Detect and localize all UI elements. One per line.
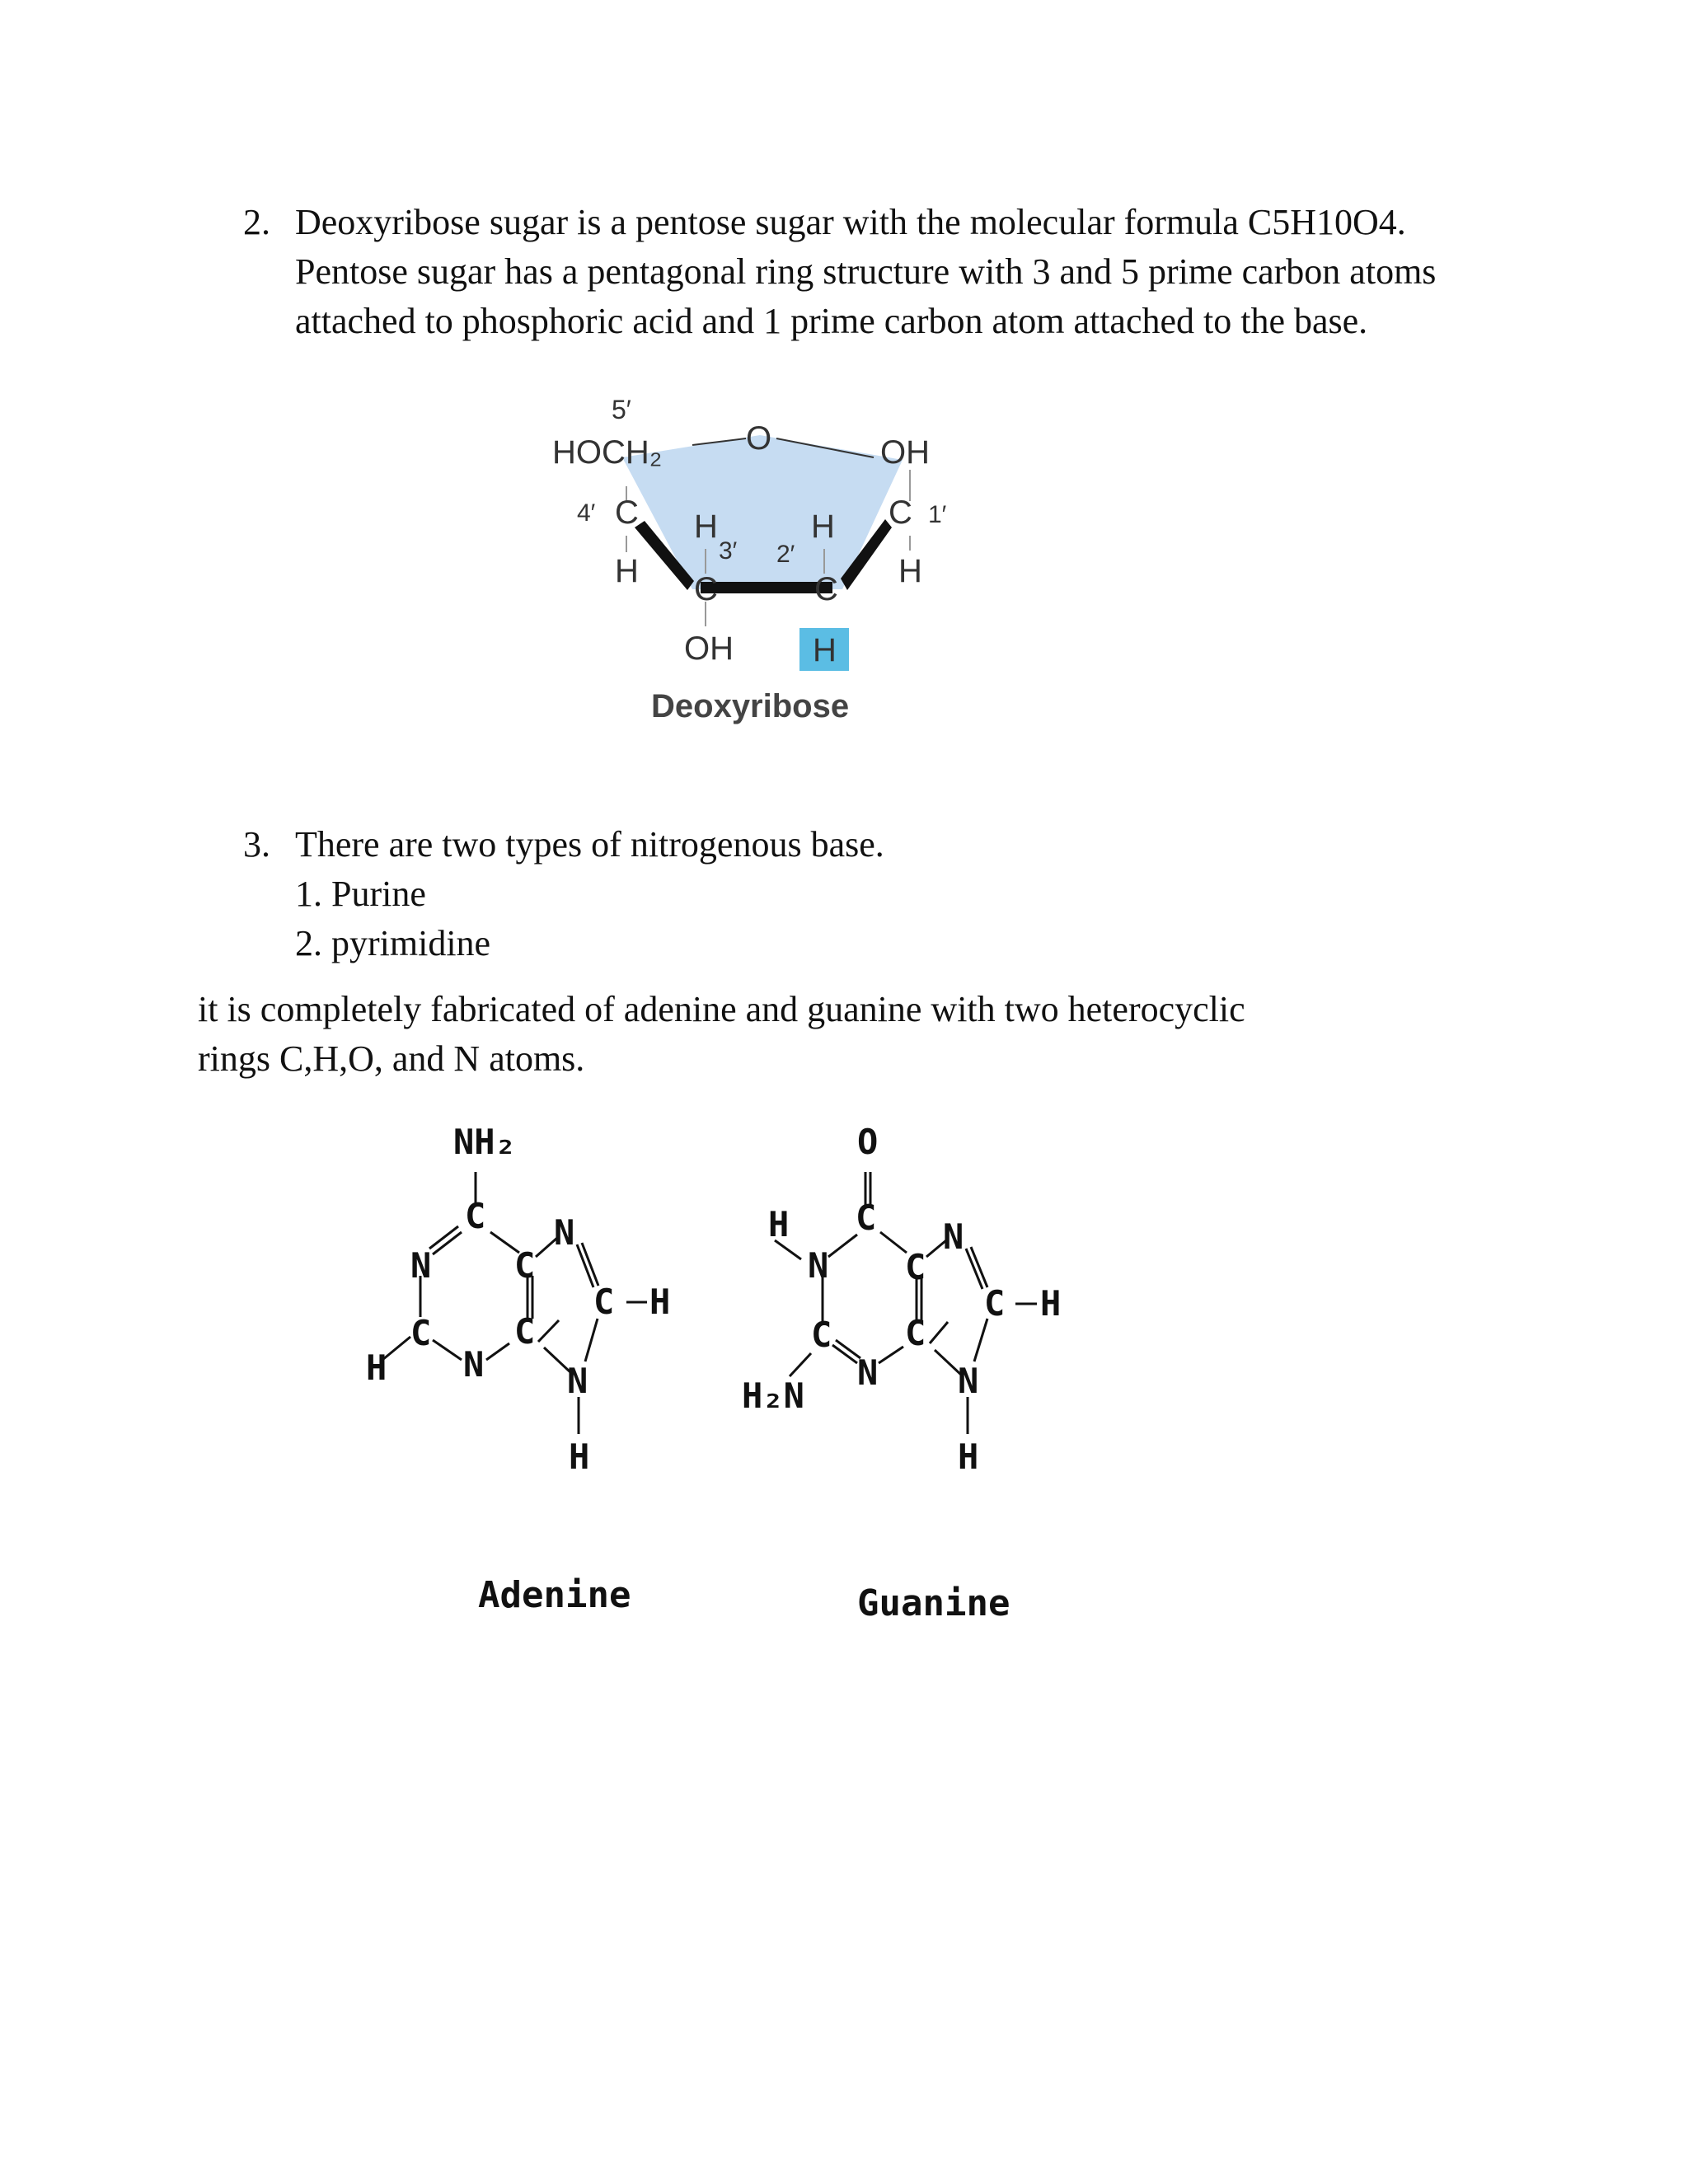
guanine-o6: O <box>857 1122 879 1162</box>
guanine-n3: N <box>857 1352 879 1393</box>
adenine-c5: C <box>514 1245 536 1286</box>
adenine-c4: C <box>514 1311 536 1352</box>
guanine-h1: H <box>768 1204 790 1244</box>
guanine-n7: N <box>943 1216 964 1257</box>
h-highlighted: H <box>813 632 837 668</box>
guanine-c6: C <box>856 1197 877 1238</box>
guanine-n9: N <box>958 1361 979 1401</box>
guanine-name: Guanine <box>857 1582 1010 1624</box>
h-c2-top: H <box>811 509 835 545</box>
h-c3-top: H <box>694 509 718 545</box>
deoxyribose-caption: Deoxyribose <box>651 688 850 724</box>
adenine-c8: C <box>593 1282 615 1322</box>
bases-paragraph <box>198 985 1434 1084</box>
h-c1-bottom: H <box>898 553 922 589</box>
c3-atom: C <box>694 571 718 607</box>
adenine-nh2: NH₂ <box>453 1122 516 1162</box>
adenine-h8: H <box>649 1282 671 1322</box>
bases-line-1: it is completely fabricated of adenine and guanine with two heterocyclic <box>198 989 1245 1029</box>
item-3-sub-1: 1. Purine <box>295 874 426 914</box>
c4-label: 4′ <box>577 499 596 527</box>
c1-atom: C <box>889 494 912 531</box>
item-2-line-1: Deoxyribose sugar is a pentose sugar with the molecular formula C5H10O4. <box>295 202 1406 242</box>
adenine-n7: N <box>554 1212 575 1253</box>
guanine-h8: H <box>1040 1283 1062 1324</box>
item-3-sub-2: 2. pyrimidine <box>295 923 491 963</box>
hoch2-label: HOCH₂ <box>552 434 663 471</box>
adenine-c2: C <box>410 1313 432 1353</box>
guanine-n1: N <box>808 1245 829 1286</box>
c4-atom: C <box>615 494 639 531</box>
c2-label: 2′ <box>776 541 795 568</box>
c3-label: 3′ <box>719 537 738 565</box>
adenine-n3: N <box>463 1344 485 1385</box>
item-2-line-2: Pentose sugar has a pentagonal ring structure with 3 and 5 prime carbon atoms <box>295 251 1437 292</box>
guanine-c2: C <box>811 1315 832 1355</box>
c1-label: 1′ <box>928 501 947 528</box>
guanine-structure <box>725 1113 1088 1648</box>
c5-label: 5′ <box>612 395 631 424</box>
ring-oxygen-label: O <box>746 420 772 457</box>
adenine-n1: N <box>410 1245 432 1286</box>
item-2-line-3: attached to phosphoric acid and 1 prime carbon atom attached to the base. <box>295 301 1368 341</box>
deoxyribose-diagram <box>536 387 997 750</box>
bases-line-2: rings C,H,O, and N atoms. <box>198 1038 585 1079</box>
adenine-h9: H <box>569 1436 590 1477</box>
adenine-h2: H <box>366 1347 387 1388</box>
guanine-c8: C <box>984 1283 1006 1324</box>
h-c4-bottom: H <box>615 553 639 589</box>
oh-bottom-label: OH <box>684 630 734 667</box>
guanine-nh2: H₂N <box>742 1376 804 1416</box>
oh-top-label: OH <box>880 434 930 471</box>
item-2-number: 2. <box>243 202 270 242</box>
guanine-c4: C <box>905 1313 926 1353</box>
adenine-n9: N <box>567 1361 588 1401</box>
adenine-structure <box>363 1113 692 1648</box>
item-3-line: There are two types of nitrogenous base. <box>295 824 884 865</box>
guanine-c5: C <box>905 1247 926 1287</box>
item-3-number: 3. <box>243 824 270 865</box>
c2-atom: C <box>814 571 838 607</box>
guanine-h9: H <box>958 1436 979 1477</box>
ring-bond-c3-c2 <box>701 582 832 593</box>
adenine-name: Adenine <box>478 1574 631 1616</box>
adenine-c6: C <box>465 1196 486 1236</box>
